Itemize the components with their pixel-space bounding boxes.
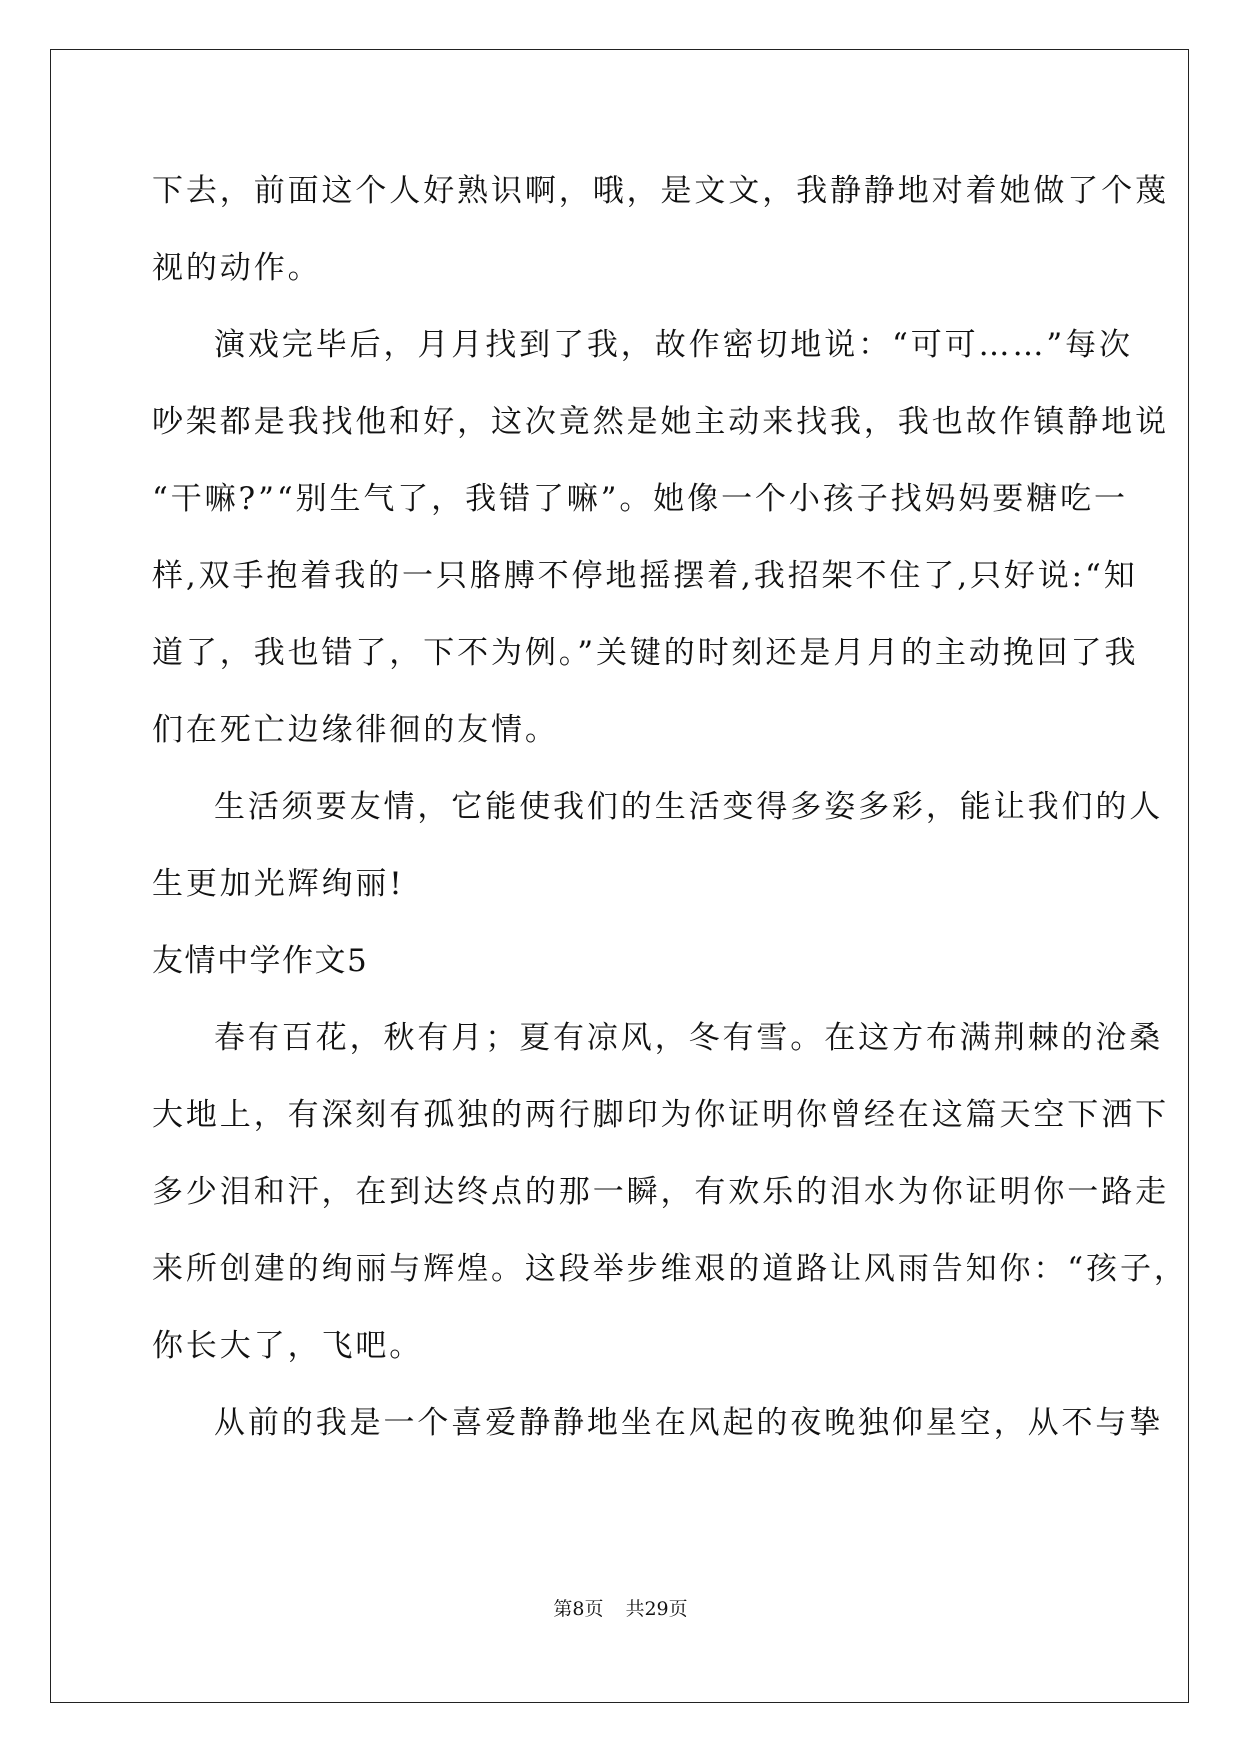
text-line: 从前的我是一个喜爱静静地坐在风起的夜晚独仰星空，从不与挚	[214, 1405, 1164, 1441]
text-line: 多少泪和汗，在到达终点的那一瞬，有欢乐的泪水为你证明你一路走	[152, 1174, 1169, 1210]
text-line: 道了，我也错了，下不为例。”关键的时刻还是月月的主动挽回了我	[152, 635, 1139, 671]
text-line: 生更加光辉绚丽!	[152, 866, 405, 902]
text-line: 春有百花，秋有月；夏有凉风，冬有雪。在这方布满荆棘的沧桑	[214, 1020, 1164, 1056]
text-line: 生活须要友情，它能使我们的生活变得多姿多彩，能让我们的人	[214, 789, 1164, 825]
page-total: 共29页	[625, 1598, 688, 1620]
text-line: 吵架都是我找他和好，这次竟然是她主动来找我，我也故作镇静地说	[152, 404, 1169, 440]
page-number: 第8页	[553, 1598, 604, 1620]
text-line: 演戏完毕后，月月找到了我，故作密切地说：“可可……”每次	[214, 327, 1133, 363]
section-heading: 友情中学作文5	[152, 943, 369, 979]
text-line: “干嘛?”“别生气了，我错了嘛”。她像一个小孩子找妈妈要糖吃一	[152, 481, 1128, 517]
text-line: 下去，前面这个人好熟识啊，哦，是文文，我静静地对着她做了个蔑	[152, 173, 1169, 209]
text-line: 样,双手抱着我的一只胳膊不停地摇摆着,我招架不住了,只好说:“知	[152, 558, 1138, 594]
text-line: 来所创建的绚丽与辉煌。这段举步维艰的道路让风雨告知你：“孩子，	[152, 1251, 1188, 1287]
text-line: 你长大了，飞吧。	[152, 1328, 424, 1364]
page-footer	[0, 1594, 1241, 1621]
text-line: 们在死亡边缘徘徊的友情。	[152, 712, 559, 748]
text-line: 大地上，有深刻有孤独的两行脚印为你证明你曾经在这篇天空下洒下	[152, 1097, 1169, 1133]
text-line: 视的动作。	[152, 250, 322, 286]
document-body	[152, 164, 1188, 1473]
